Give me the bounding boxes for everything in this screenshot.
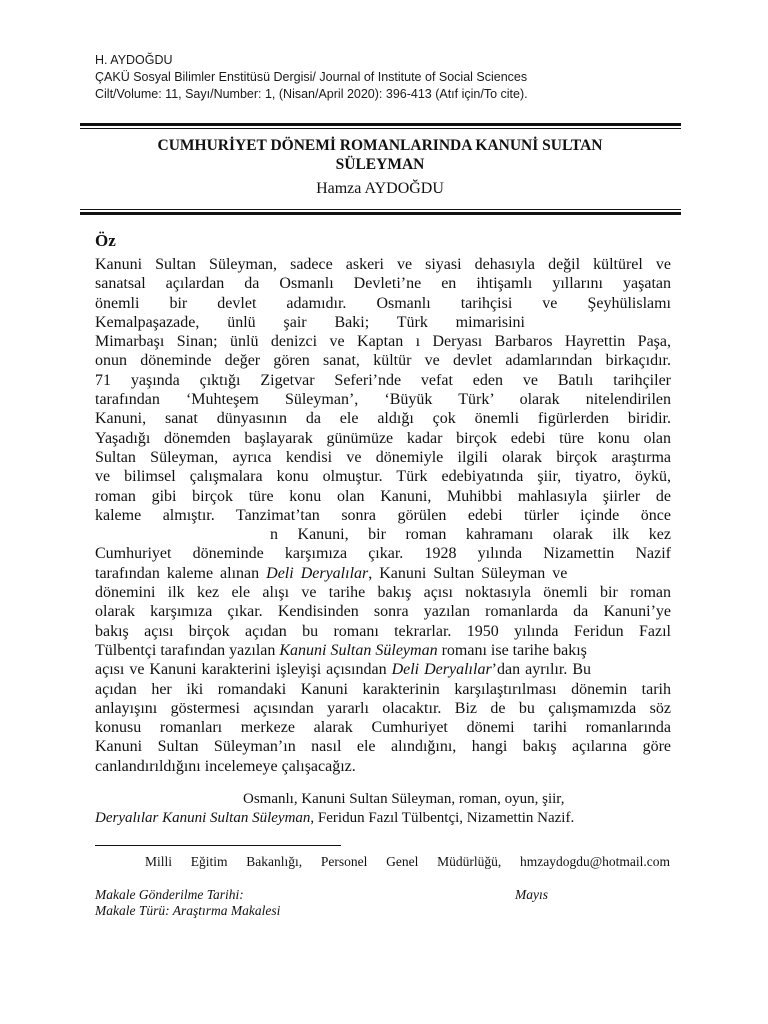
- abstract-line: açıdan her iki romandaki Kanuni karakterinin karşılaştırılması dönemin tarih: [95, 680, 671, 698]
- abstract-line: anlayışını göstermesi açısından yararlı olacaktır. Biz de bu çalışmamızda söz: [95, 699, 671, 717]
- abstract-line: önemli bir devlet adamıdır. Osmanlı tarihçisi ve Şeyhülislamı: [95, 294, 671, 312]
- abstract-line: Kemalpaşazade, ünlü şair Baki; Türk mimarisini: [95, 313, 525, 331]
- abstract-line: onun döneminde değer gören sanat, kültür ve devlet adamlarından birkaçıdır.: [95, 352, 671, 370]
- abstract-text: Tülbentçi tarafından yazılan: [95, 641, 276, 659]
- abstract-line: ve bilimsel çalışmalara konu olmuştur. Türk edebiyatında şiir, tiyatro, öykü,: [95, 468, 671, 486]
- abstract-line: Mimarbaşı Sinan; ünlü denizci ve Kaptan ı Deryası Barbaros Hayrettin Paşa,: [95, 333, 671, 351]
- abstract-line: 71 yaşında çıktığı Zigetvar Seferi’nde vefat eden ve Batılı tarihçiler: [95, 371, 671, 389]
- abstract-line: dönemini ilk kez ele alışı ve tarihe bakış açısı noktasıyla önemli bir roman: [95, 584, 671, 602]
- abstract-line: canlandırıldığını incelemeye çalışacağız.: [95, 757, 356, 775]
- keywords-line2: [95, 809, 671, 828]
- abstract-line: Yaşadığı dönemden başlayarak günümüze kadar birçok edebi türe konu olan: [95, 429, 671, 447]
- keywords-italic: Deryalılar Kanuni Sultan Süleyman: [95, 810, 311, 826]
- abstract-text: , Kanuni Sultan Süleyman ve: [368, 564, 568, 582]
- abstract-line: Cumhuriyet döneminde karşımıza çıkar. 1928 yılında Nizamettin Nazif: [95, 545, 671, 563]
- title-bottom-rule-thin: [80, 209, 681, 210]
- abstract-line: kaleme almıştır. Tanzimat’tan sonra görülen edebi türler içinde önce: [95, 506, 671, 524]
- abstract-line: [95, 641, 671, 660]
- keywords-line1: Osmanlı, Kanuni Sultan Süleyman, roman, oyun, şiir,: [243, 791, 565, 807]
- abstract-line: olarak karşımıza çıkar. Kendisinden sonra yazılan romanlarda da Kanuni’ye: [95, 603, 671, 621]
- abstract-text: romanı ise tarihe bakış: [437, 641, 587, 659]
- article-title-line2: SÜLEYMAN: [335, 156, 425, 173]
- abstract-line: Kanuni, sanat dünyasının da ele aldığı çok önemli figürlerden biridir.: [95, 410, 671, 428]
- running-header-author: H. AYDOĞDU: [95, 53, 173, 67]
- footnote-rule: [95, 845, 341, 846]
- novel-title-deli-deryalilar: Deli Deryalılar: [266, 564, 369, 582]
- abstract-text: tarafından kaleme alınan: [95, 564, 260, 582]
- abstract-body: [95, 255, 671, 776]
- abstract-line: Sultan Süleyman, ayrıca kendisi ve dönemiyle ilgili olarak birçok araştırma: [95, 448, 671, 466]
- abstract-line: bakış açısı birçok açıdan bu romanı tekrarlar. 1950 yılında Feridun Fazıl: [95, 622, 671, 640]
- footnote-affiliation: Milli Eğitim Bakanlığı, Personel Genel Müdürlüğü, hmzaydogdu@hotmail.com: [145, 854, 670, 869]
- title-top-rule: [80, 123, 681, 126]
- abstract-line: n Kanuni, bir roman kahramanı olarak ilk kez: [270, 526, 671, 544]
- abstract-line: sanatsal açılardan da Osmanlı Devleti’ne en ihtişamlı yıllarını yaşatan: [95, 275, 671, 293]
- abstract-line: Kanuni Sultan Süleyman, sadece askeri ve siyasi dehasıyla değil kültürel ve: [95, 256, 671, 273]
- abstract-text: ’dan ayrılır. Bu: [491, 661, 591, 679]
- abstract-line: Kanuni Sultan Süleyman’ın nasıl ele alındığını, hangi bakış açılarına göre: [95, 738, 671, 756]
- novel-title-deli-deryalilar: Deli Deryalılar: [391, 661, 492, 679]
- abstract-line: [95, 564, 671, 583]
- abstract-text: açısı ve Kanuni karakterini işleyişi açısından: [95, 661, 387, 679]
- article-title-line1: CUMHURİYET DÖNEMİ ROMANLARINDA KANUNİ SULTAN: [157, 137, 603, 154]
- keywords-rest: , Feridun Fazıl Tülbentçi, Nizamettin Nazif.: [310, 810, 575, 826]
- article-type: Makale Türü: Araştırma Makalesi: [95, 903, 281, 918]
- novel-title-kanuni-sultan-suleyman: Kanuni Sultan Süleyman: [279, 641, 438, 659]
- abstract-line: roman gibi birçok türe konu olan Kanuni, Muhibbi mahlasıyla şiirler de: [95, 487, 671, 505]
- abstract-line: konusu romanları merkeze alarak Cumhuriyet dönemi tarihi romanlarında: [95, 719, 671, 737]
- abstract-line: [95, 660, 671, 679]
- abstract-heading: Öz: [95, 231, 116, 250]
- article-title: [95, 136, 665, 174]
- abstract-line: tarafından ‘Muhteşem Süleyman’, ‘Büyük Türk’ olarak nitelendirilen: [95, 391, 671, 409]
- title-top-rule-thin: [80, 128, 681, 129]
- title-bottom-rule: [80, 212, 681, 215]
- running-header-journal: ÇAKÜ Sosyal Bilimler Enstitüsü Dergisi/ Journal of Institute of Social Sciences: [95, 70, 528, 84]
- article-author: Hamza AYDOĞDU: [316, 180, 444, 197]
- submission-month: Mayıs: [515, 887, 548, 902]
- submission-date-label: Makale Gönderilme Tarihi:: [95, 887, 244, 902]
- running-header-volume: Cilt/Volume: 11, Sayı/Number: 1, (Nisan/April 2020): 396-413 (Atıf için/To cite).: [95, 87, 528, 101]
